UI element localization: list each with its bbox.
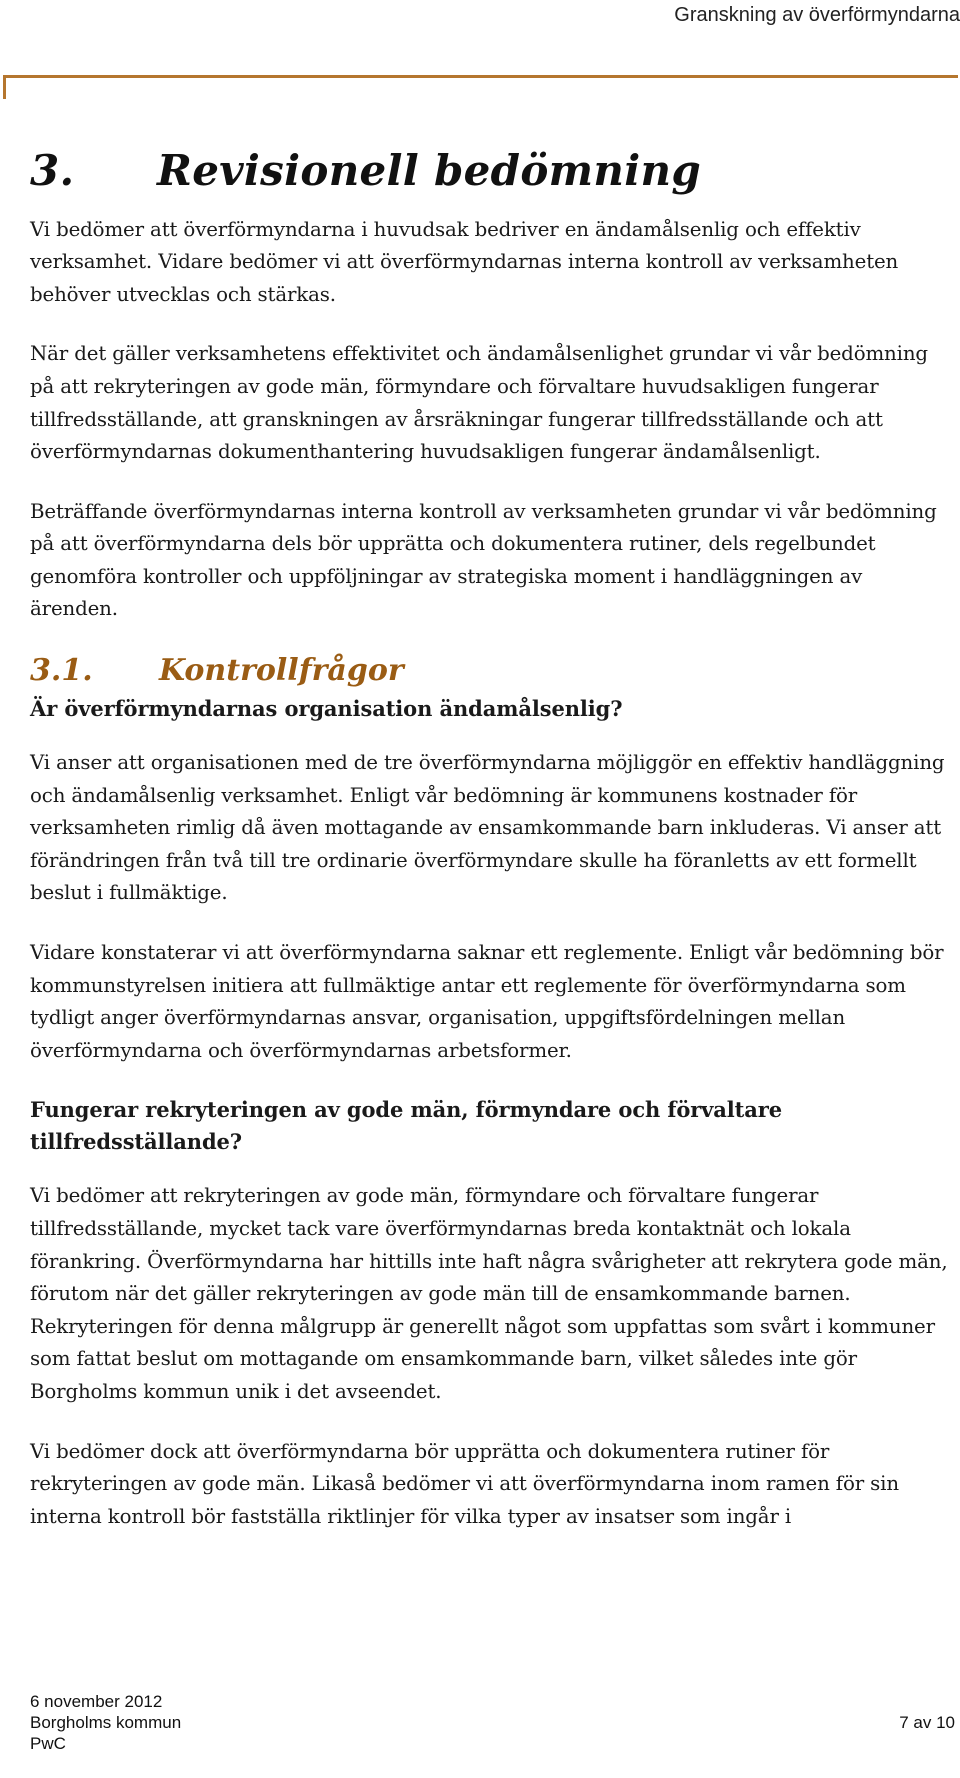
page-footer: [30, 1691, 955, 1754]
section-title: Kontrollfrågor: [159, 653, 404, 689]
paragraph: Vi bedömer dock att överförmyndarna bör upprätta och dokumentera rutiner för rekryteringen av gode män. Likaså bedömer vi att överförmyndarna inom ramen för sin interna kontroll bör fastställa riktlinjer för vilka typer av insatser som ingår i: [30, 1439, 899, 1528]
footer-date: 6 november 2012: [30, 1692, 163, 1711]
footer-company: PwC: [30, 1734, 66, 1753]
section-number: 3.1.: [30, 653, 93, 689]
question-heading: Fungerar rekryteringen av gode män, förmyndare och förvaltare tillfredsställande?: [30, 1097, 783, 1155]
header-rule: [3, 75, 958, 78]
chapter-title: Revisionell bedömning: [157, 146, 701, 195]
paragraph: Vidare konstaterar vi att överförmyndarna saknar ett reglemente. Enligt vår bedömning bör kommunstyrelsen initiera att fullmäktige antar ett reglemente för överförmyndarna som tydligt anger överförmyndarnas ansvar, organisation, uppgiftsfördelningen mellan överförmyndarna och överförmyndarnas arbetsformer.: [30, 941, 944, 1062]
running-header-title: Granskning av överförmyndarna: [674, 4, 960, 26]
paragraph: När det gäller verksamhetens effektivitet och ändamålsenlighet grundar vi vår bedömning på att rekryteringen av gode män, förmyndare och förvaltare huvudsakligen fungerar tillfredsställande, att granskningen av årsräkningar fungerar tillfredsställande och att överförmyndarnas dokumenthantering huvudsakligen fungerar ändamålsenligt.: [30, 342, 928, 464]
chapter-heading: [30, 146, 955, 196]
paragraph: Beträffande överförmyndarnas interna kontroll av verksamheten grundar vi vår bedömning på att överförmyndarna dels bör upprätta och dokumentera rutiner, dels regelbundet genomföra kontroller och uppföljningar av strategiska moment i handläggningen av ärenden.: [30, 499, 937, 621]
page-number: 7 av 10: [899, 1713, 955, 1732]
question-heading: Är överförmyndarnas organisation ändamålsenlig?: [30, 696, 623, 722]
document-body: [30, 146, 955, 1560]
paragraph: Vi bedömer att överförmyndarna i huvudsak bedriver en ändamålsenlig och effektiv verksamhet. Vidare bedömer vi att överförmyndarnas interna kontroll av verksamheten behöver utvecklas och stärkas.: [30, 217, 899, 306]
header-rule-tick: [3, 75, 6, 99]
section-heading: [30, 653, 955, 689]
paragraph: Vi anser att organisationen med de tre överförmyndarna möjliggör en effektiv handläggning och ändamålsenlig verksamhet. Enligt vår bedömning är kommunens kostnader för verksamheten rimlig då även mottagande av ensamkommande barn inkluderas. Vi anser att förändringen från två till tre ordinarie överförmyndare skulle ha föranletts av ett formellt beslut i fullmäktige.: [30, 751, 945, 905]
footer-organisation: Borgholms kommun: [30, 1713, 182, 1732]
paragraph: Vi bedömer att rekryteringen av gode män, förmyndare och förvaltare fungerar tillfredsställande, mycket tack vare överförmyndarnas breda kontaktnät och lokala förankring. Överförmyndarna har hittills inte haft några svårigheter att rekrytera gode män, förutom när det gäller rekryteringen av gode män till de ensamkommande barnen. Rekryteringen för denna målgrupp är generellt något som uppfattas som svårt i kommuner som fattat beslut om mottagande om ensamkommande barn, vilket således inte gör Borgholms kommun unik i det avseendet.: [30, 1184, 948, 1403]
chapter-number: 3.: [30, 146, 75, 195]
